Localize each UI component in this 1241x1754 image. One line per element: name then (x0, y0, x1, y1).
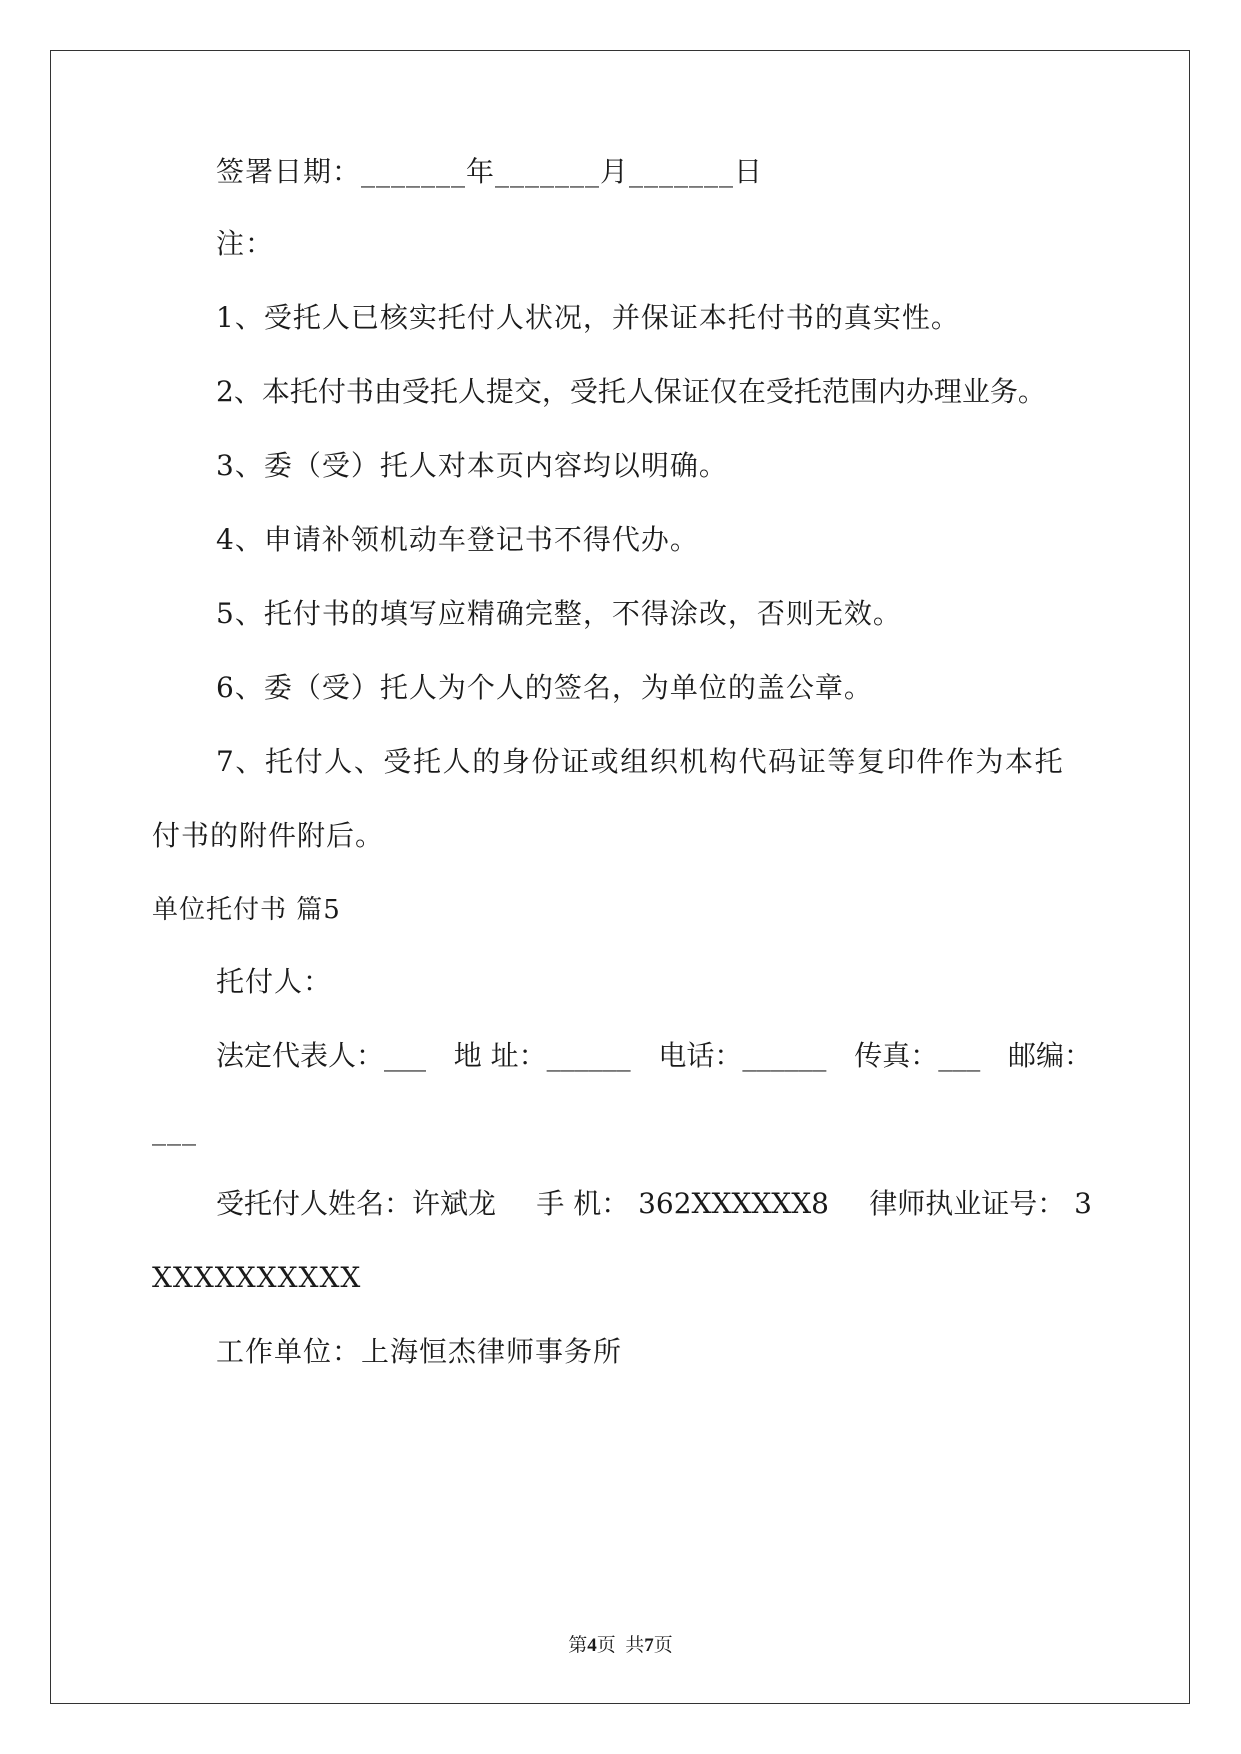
note-item-continuation: 付书的附件附后。 (152, 819, 385, 852)
note-item: 3、委（受）托人对本页内容均以明确。 (216, 449, 728, 482)
note-item: 2、本托付书由受托人提交，受托人保证仅在受托范围内办理业务。 (216, 375, 1046, 408)
current-page-number: 4 (587, 1635, 597, 1656)
workplace-line: 工作单位：上海恒杰律师事务所 (216, 1335, 623, 1368)
sign-date-line: 签署日期：_______年_______月_______日 (216, 155, 764, 188)
agent-line-continuation: XXXXXXXXXX (152, 1261, 362, 1294)
note-item: 1、受托人已核实托付人状况，并保证本托付书的真实性。 (216, 301, 960, 334)
footer-mid: 页 共 (596, 1635, 645, 1656)
fax-field: 传真：___ (854, 1039, 981, 1072)
principal-label: 托付人： (216, 965, 333, 998)
note-item: 6、委（受）托人为个人的签名，为单位的盖公章。 (216, 671, 873, 704)
agent-mobile-field: 手 机： 362XXXXXX8 (536, 1187, 829, 1220)
note-item: 5、托付书的填写应精确完整，不得涂改，否则无效。 (216, 597, 902, 630)
postcode-field: 邮编： (1007, 1039, 1092, 1072)
legal-rep-field: 法定代表人：___ (216, 1039, 427, 1072)
footer-prefix: 第 (568, 1635, 588, 1656)
address-field: 地 址：______ (453, 1039, 631, 1072)
note-heading: 注： (216, 227, 275, 260)
total-page-number: 7 (644, 1635, 654, 1656)
agent-line (216, 1184, 1092, 1224)
agent-name-field: 受托付人姓名：许斌龙 (216, 1187, 497, 1220)
agent-license-field: 律师执业证号： 3 (869, 1187, 1092, 1220)
note-item: 4、申请补领机动车登记书不得代办。 (216, 523, 699, 556)
representative-line (216, 1036, 1092, 1076)
page-footer (0, 1634, 1241, 1658)
footer-suffix: 页 (653, 1635, 673, 1656)
representative-line-continuation: ___ (152, 1113, 197, 1146)
section-title: 单位托付书 篇5 (152, 895, 341, 925)
phone-field: 电话：______ (658, 1039, 827, 1072)
note-item: 7、托付人、受托人的身份证或组织机构代码证等复印件作为本托 (216, 745, 1065, 778)
